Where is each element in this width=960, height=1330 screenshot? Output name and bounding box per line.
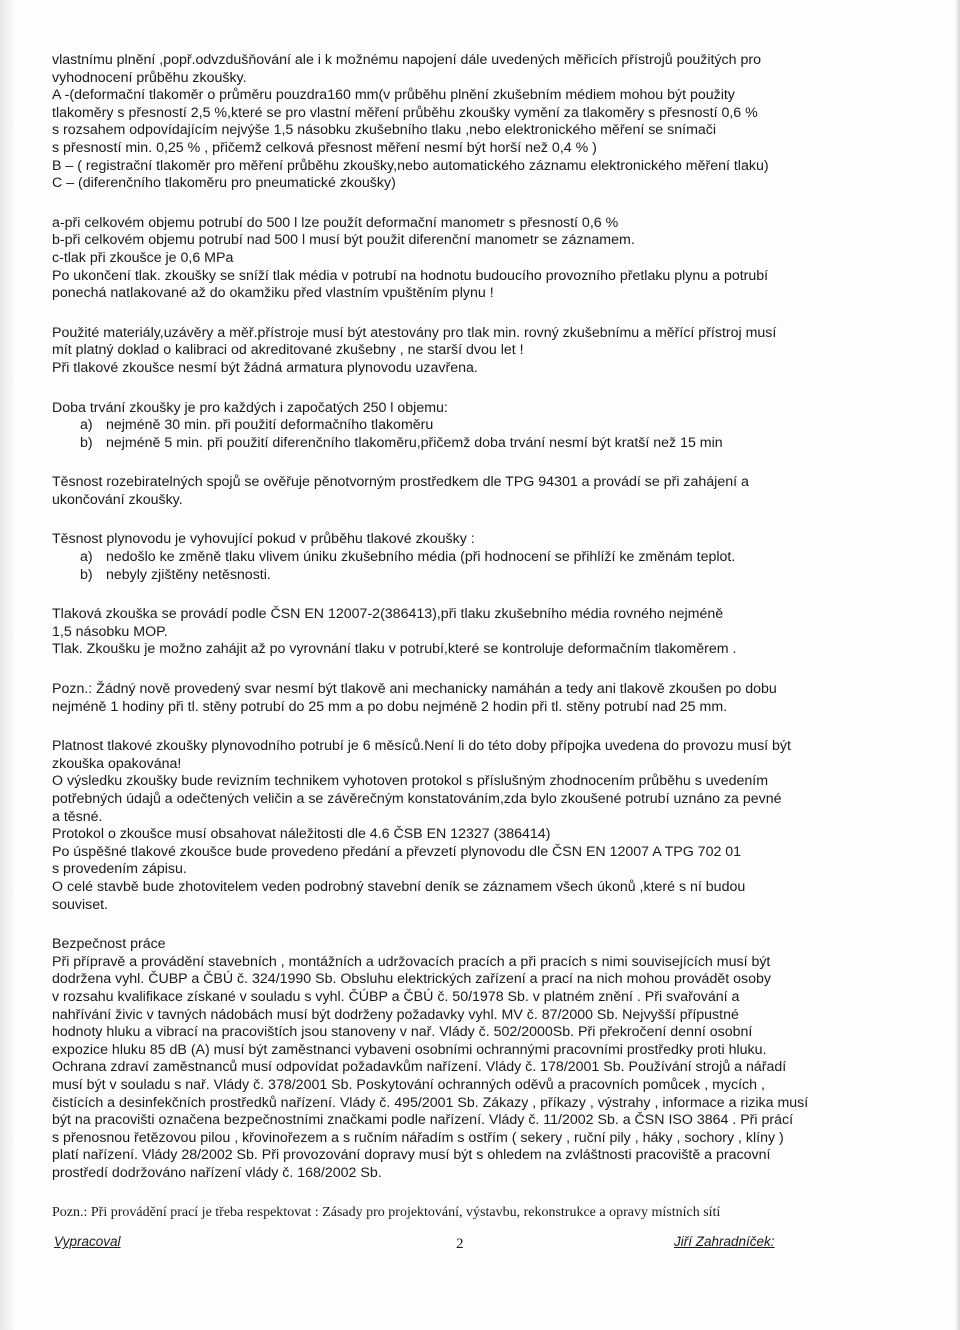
text-line: Těsnost plynovodu je vyhovující pokud v průběhu tlakové zkoušky : [52, 531, 475, 548]
text-line: hodnoty hluku a vibrací na pracovištích jsou stanoveny v nař. Vlády č. 502/2000Sb. Při překročení denní osobní [52, 1024, 753, 1041]
list-item [52, 549, 888, 567]
scan-edge-right [955, 0, 960, 1330]
text-line: Tlaková zkouška se provádí podle ČSN EN 12007-2(386413),při tlaku zkušebního média rovného nejméně [52, 606, 724, 623]
list-label: a) [80, 417, 93, 434]
paragraph-validity [52, 738, 888, 914]
text-line: v rozsahu kvalifikace získané v souladu s vyhl. ČÚBP a ČBÚ č. 50/1978 Sb. v platném znění . Při svařování a [52, 988, 740, 1005]
list-item [52, 435, 888, 453]
text-line: potřebných údajů a odečtených veličin a se závěrečným konstatováním,zda bylo zkoušené potrubí uznáno za pevné [52, 791, 782, 807]
section-safety [52, 936, 888, 1182]
text-line: nahřívání živic v tavných nádobách musí být dodrženy požadavky vyhl. MV č. 87/2000 Sb. Nejvyšší přípustné [52, 1006, 739, 1023]
list-text: nejméně 30 min. při použití deformačního tlakoměru [106, 417, 434, 434]
text-line: dodržena vyhl. ČUBP a ČBÚ č. 324/1990 Sb. Obsluhu elektrických zařízení a prací na nich mohou provádět osoby [52, 971, 771, 988]
text-line: nejméně 1 hodiny při tl. stěny potrubí do 25 mm a po dobu nejméně 2 hodin při tl. stěny potrubí nad 25 mm. [52, 698, 728, 715]
page-number: 2 [456, 1236, 464, 1252]
text-line: C – (diferenčního tlakoměru pro pneumatické zkoušky) [52, 175, 396, 192]
text-line: Při tlakové zkoušce nesmí být žádná armatura plynovodu uzavřena. [52, 359, 478, 376]
text-line: s rozsahem odpovídajícím nejvýše 1,5 násobku zkušebního tlaku ,nebo elektronického měření se snímači [52, 122, 717, 139]
text-line: s přesností min. 0,25 % , přičemž celková přesnost měření nesmí být horší než 0,4 % ) [52, 139, 597, 156]
text-line: c-tlak při zkoušce je 0,6 MPa [52, 249, 234, 266]
paragraph-instruments [52, 52, 888, 193]
text-line: mít platný doklad o kalibraci od akreditované zkušebny , ne starší dvou let ! [52, 342, 524, 359]
list-label: b) [80, 566, 93, 583]
text-line: Použité materiály,uzávěry a měř.přístroje musí být atestovány pro tlak min. rovný zkušebnímu a měřící přístroj musí [52, 324, 777, 341]
text-line: B – ( registrační tlakoměr pro měření průběhu zkoušky,nebo automatického záznamu elektronického měření tlaku) [52, 157, 769, 174]
text-line: musí být v souladu s nař. Vlády č. 378/2001 Sb. Poskytování ochranných oděvů a pracovních pomůcek , mycích , [52, 1076, 765, 1093]
section-heading: Bezpečnost práce [52, 936, 166, 953]
list-text: nejméně 5 min. při použití diferenčního tlakoměru,přičemž doba trvání nesmí být kratší než 15 min [106, 434, 723, 451]
paragraph-joint-tightness [52, 474, 888, 509]
text-line: být na pracovišti označena bezpečnostními značkami podle nařízení. Vlády č. 11/2002 Sb. a ČSN ISO 3864 . Při prácí [52, 1112, 794, 1129]
text-line: ponechá natlakované až do okamžiku před vlastním vpuštěním plynu ! [52, 285, 494, 302]
text-line: a těsné. [52, 808, 103, 825]
list-item [52, 567, 888, 585]
paragraph-duration [52, 400, 888, 453]
text-line: souviset. [52, 896, 108, 913]
text-line: vlastnímu plnění ,popř.odvzdušňování ale i k možnému napojení dále uvedených měřicích přístrojů použitých pro [52, 52, 761, 68]
text-line: Ochrana zdraví zaměstnanců musí odpovídat požadavkům nařízení. Vlády č. 178/2001 Sb. Používání strojů a nářadí [52, 1059, 787, 1076]
text-line: O výsledku zkoušky bude revizním technikem vyhotoven protokol s příslušným zhodnocením průběhu s uvedením [52, 773, 769, 790]
paragraph-manometer [52, 215, 888, 303]
text-line: Protokol o zkoušce musí obsahovat náležitosti dle 4.6 ČSB EN 12327 (386414) [52, 826, 551, 843]
text-line: s provedením zápisu. [52, 861, 187, 878]
text-line: O celé stavbě bude zhotovitelem veden podrobný stavební deník se záznamem všech úkonů ,které s ní budou [52, 878, 746, 895]
text-line: čistících a desinfekčních prostředků nařízení. Vlády č. 495/2001 Sb. Zákazy , příkazy , výstrahy , informace a rizika musí [52, 1094, 809, 1111]
text-line: Po ukončení tlak. zkoušky se sníží tlak média v potrubí na hodnotu budoucího provozního přetlaku plynu a potrubí [52, 267, 769, 284]
text-line: Po úspěšné tlakové zkoušce bude provedeno předání a převzetí plynovodu dle ČSN EN 12007 A TPG 702 01 [52, 843, 742, 860]
text-line: Tlak. Zkoušku je možno zahájit až po vyrovnání tlaku v potrubí,které se kontroluje deformačním tlakoměrem . [52, 641, 737, 658]
text-line: prostředí dodržováno nařízení vlády č. 168/2002 Sb. [52, 1164, 382, 1181]
text-line: 1,5 násobku MOP. [52, 623, 168, 640]
document-body [52, 52, 888, 1254]
paragraph-weld-note [52, 681, 888, 716]
text-line: tlakoměry s přesností 2,5 %,které se pro vlastní měření průběhu zkoušky vymění za tlakoměry s přesností 0,6 % [52, 104, 758, 121]
text-line: b-při celkovém objemu potrubí nad 500 l musí být použit diferenční manometr se záznamem. [52, 232, 635, 249]
text-line: expozice hluku 85 dB (A) musí být zaměstnanci vybaveni osobními ochrannými pracovními prostředky proti hluku. [52, 1041, 767, 1058]
text-line: Pozn.: Žádný nově provedený svar nesmí být tlakově ani mechanicky namáhán a tedy ani tlakově zkoušen po dobu [52, 681, 777, 698]
text-line: Těsnost rozebiratelných spojů se ověřuje pěnotvorným prostředkem dle TPG 94301 a provádí se při zahájení a [52, 474, 749, 491]
paragraph-pipeline-tightness [52, 531, 888, 584]
list-label: a) [80, 549, 93, 566]
text-line: s přenosnou řetězovou pilou , křovinořezem a s ručním nářadím s ostřím ( sekery , ruční pily , háky , sochory , klíny ) [52, 1129, 784, 1146]
scan-edge-left [0, 0, 14, 1330]
text-line: A -(deformační tlakoměr o průměru pouzdra160 mm(v průběhu plnění zkušebním médiem mohou být použity [52, 87, 735, 104]
list-text: nebyly zjištěny netěsnosti. [106, 566, 271, 583]
list-label: b) [80, 434, 93, 451]
text-line: Při přípravě a provádění stavebních , montážních a udržovacích pracích a při pracích s nimi souvisejících musí být [52, 953, 771, 970]
text-line: platí nařízení. Vlády 28/2002 Sb. Při provozování dopravy musí být s ohledem na zvláštnosti pracoviště a pracovní [52, 1147, 771, 1164]
list-item [52, 417, 888, 435]
paragraph-materials [52, 325, 888, 378]
text-line: ukončování zkoušky. [52, 491, 183, 508]
signature-row [52, 1234, 888, 1254]
text-line: zkouška opakována! [52, 755, 182, 772]
footer-note: Pozn.: Při provádění prací je třeba respektovat : Zásady pro projektování, výstavbu, rekonstrukce a opravy místních sítí [52, 1205, 721, 1221]
text-line: Doba trvání zkoušky je pro každých i započatých 250 l objemu: [52, 399, 448, 416]
text-line: Platnost tlakové zkoušky plynovodního potrubí je 6 měsíců.Není li do této doby přípojka uvedena do provozu musí být [52, 738, 791, 755]
text-line: vyhodnocení průběhu zkoušky. [52, 69, 247, 86]
paragraph-pressure-test [52, 606, 888, 659]
list-text: nedošlo ke změně tlaku vlivem úniku zkušebního média (při hodnocení se přihlíží ke změnám teplot. [106, 549, 736, 566]
author-name: Jiří Zahradníček: [674, 1234, 775, 1250]
text-line: a-při celkovém objemu potrubí do 500 l lze použít deformační manometr s přesností 0,6 % [52, 214, 619, 231]
prepared-by-label: Vypracoval [54, 1234, 121, 1250]
